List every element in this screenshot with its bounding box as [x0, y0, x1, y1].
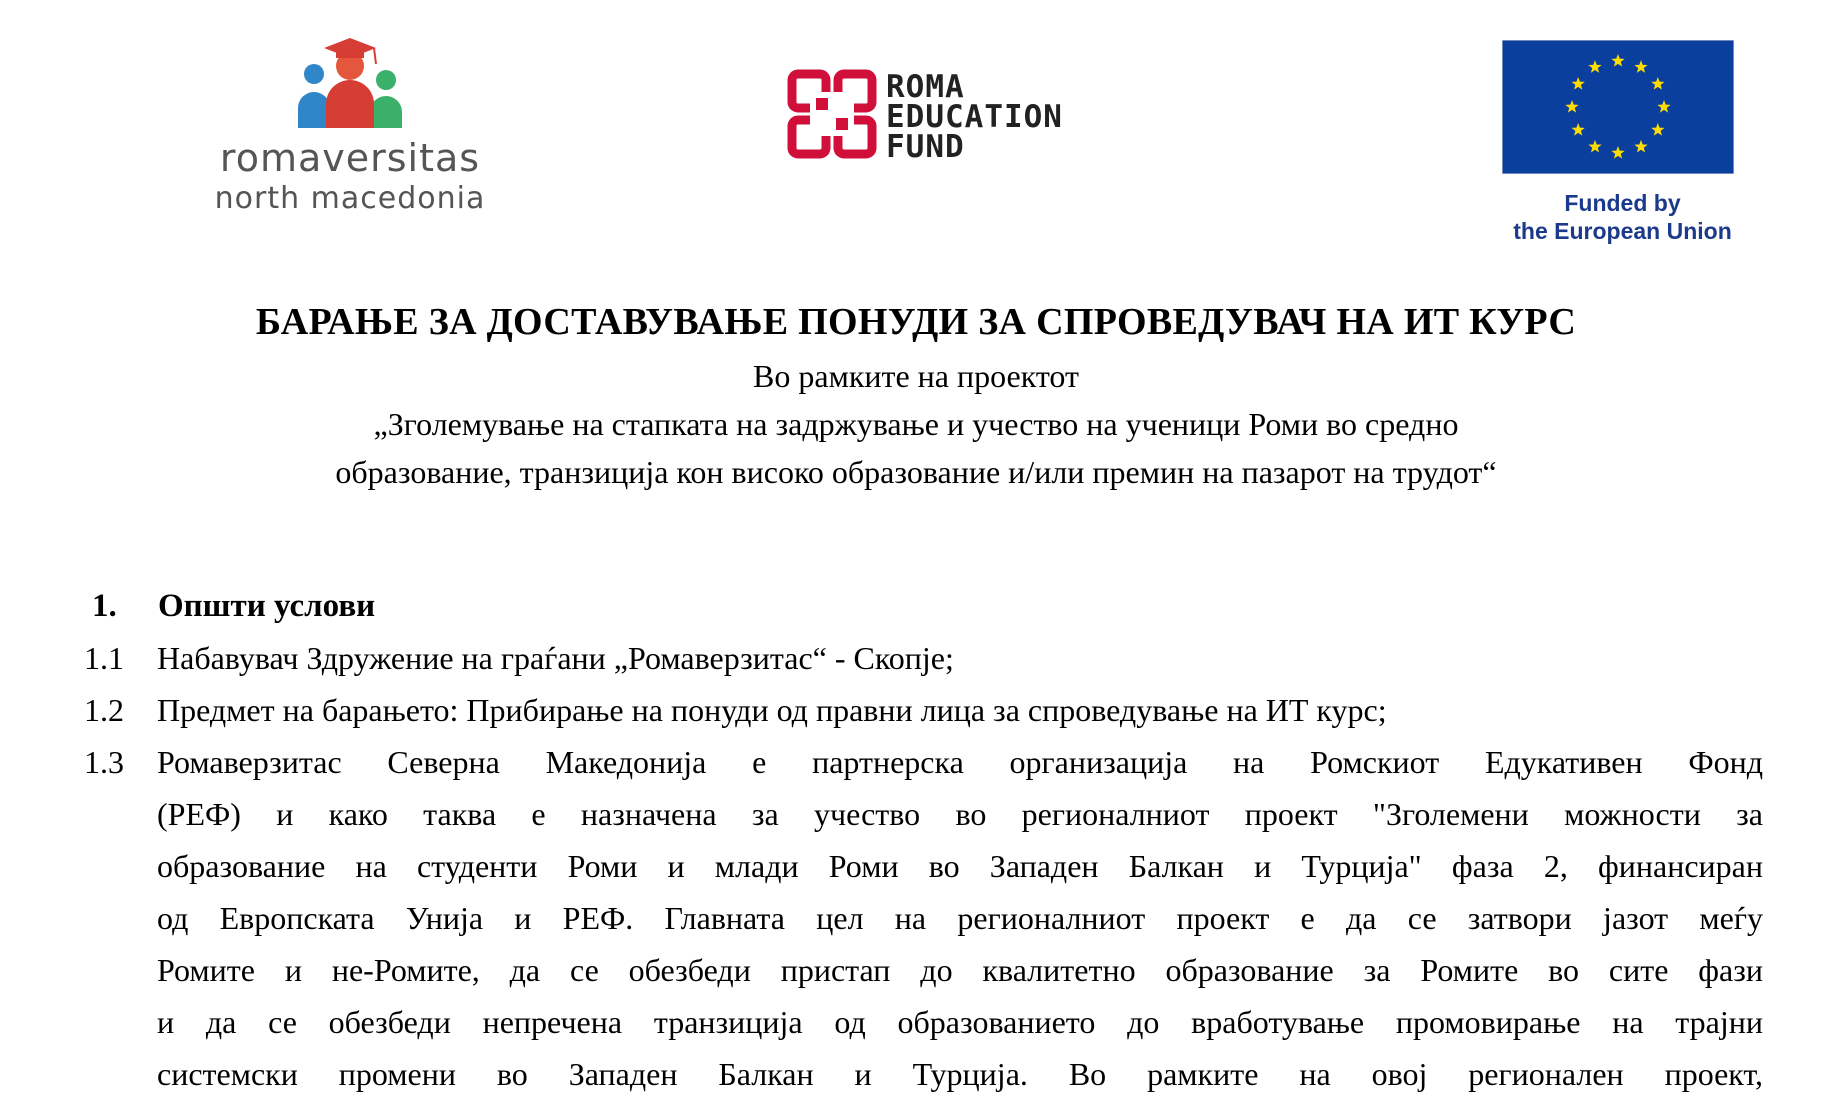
romaversitas-logo [195, 36, 505, 226]
item-text: Ромаверзитас Северна Македонија е партнерска организација на Ромскиот Едукативен Фонд [157, 744, 1763, 780]
section-heading [92, 588, 375, 625]
item-text: и да се обезбеди непречена транзиција од образованието до вработување промовирање на трајни [157, 1004, 1763, 1040]
item-text: Ромите и не-Ромите, да се обезбеди пристап до квалитетно образование за Ромите во сите фази [157, 952, 1763, 988]
project-title-line-2: образование, транзиција кон високо образование и/или премин на пазарот на трудот“ [335, 454, 1497, 490]
project-title-line-1: „Зголемување на стапката на задржување и учество на ученици Роми во средно [373, 406, 1459, 442]
romaversitas-name: romaversitas [219, 136, 481, 180]
document-subtitle: Во рамките на проектот [753, 358, 1079, 394]
eu-flag-icon [1502, 40, 1734, 174]
item-text: Предмет на барањето: Прибирање на понуди од правни лица за спроведување на ИТ курс; [157, 692, 1387, 728]
item-number: 1.3 [84, 744, 124, 780]
item-text: Набавувач Здружение на граѓани „Ромаверзитас“ - Скопје; [157, 640, 954, 676]
eu-funded-by: Funded by [1564, 190, 1681, 216]
romaversitas-country: north macedonia [214, 181, 486, 216]
item-text: од Европската Унија и РЕФ. Главната цел на регионалниот проект е да се затвори јазот меѓу [157, 900, 1763, 936]
eu-union-name: the European Union [1513, 218, 1732, 244]
ref-text-education: EDUCATION [886, 99, 1063, 135]
ref-mark-icon [786, 68, 878, 160]
item-text: образование на студенти Роми и млади Роми во Западен Балкан и Турција" фаза 2, финансиран [157, 848, 1763, 884]
section-number: 1. [92, 588, 117, 624]
ref-text-fund: FUND [886, 129, 965, 165]
document-title: БАРАЊЕ ЗА ДОСТАВУВАЊЕ ПОНУДИ ЗА СПРОВЕДУВАЧ НА ИТ КУРС [255, 301, 1577, 343]
eu-logo [1480, 40, 1765, 250]
section-title: Општи услови [158, 588, 376, 624]
romaversitas-people-icon [290, 36, 410, 131]
item-number: 1.2 [84, 692, 124, 728]
ref-text-roma: ROMA [886, 69, 965, 105]
item-text: (РЕФ) и како таква е назначена за учество во регионалниот проект "Зголемени можности за [157, 796, 1763, 832]
item-number: 1.1 [84, 640, 124, 676]
item-text: системски промени во Западен Балкан и Турција. Во рамките на овој регионален проект, [157, 1056, 1763, 1092]
ref-logo [786, 68, 1126, 164]
